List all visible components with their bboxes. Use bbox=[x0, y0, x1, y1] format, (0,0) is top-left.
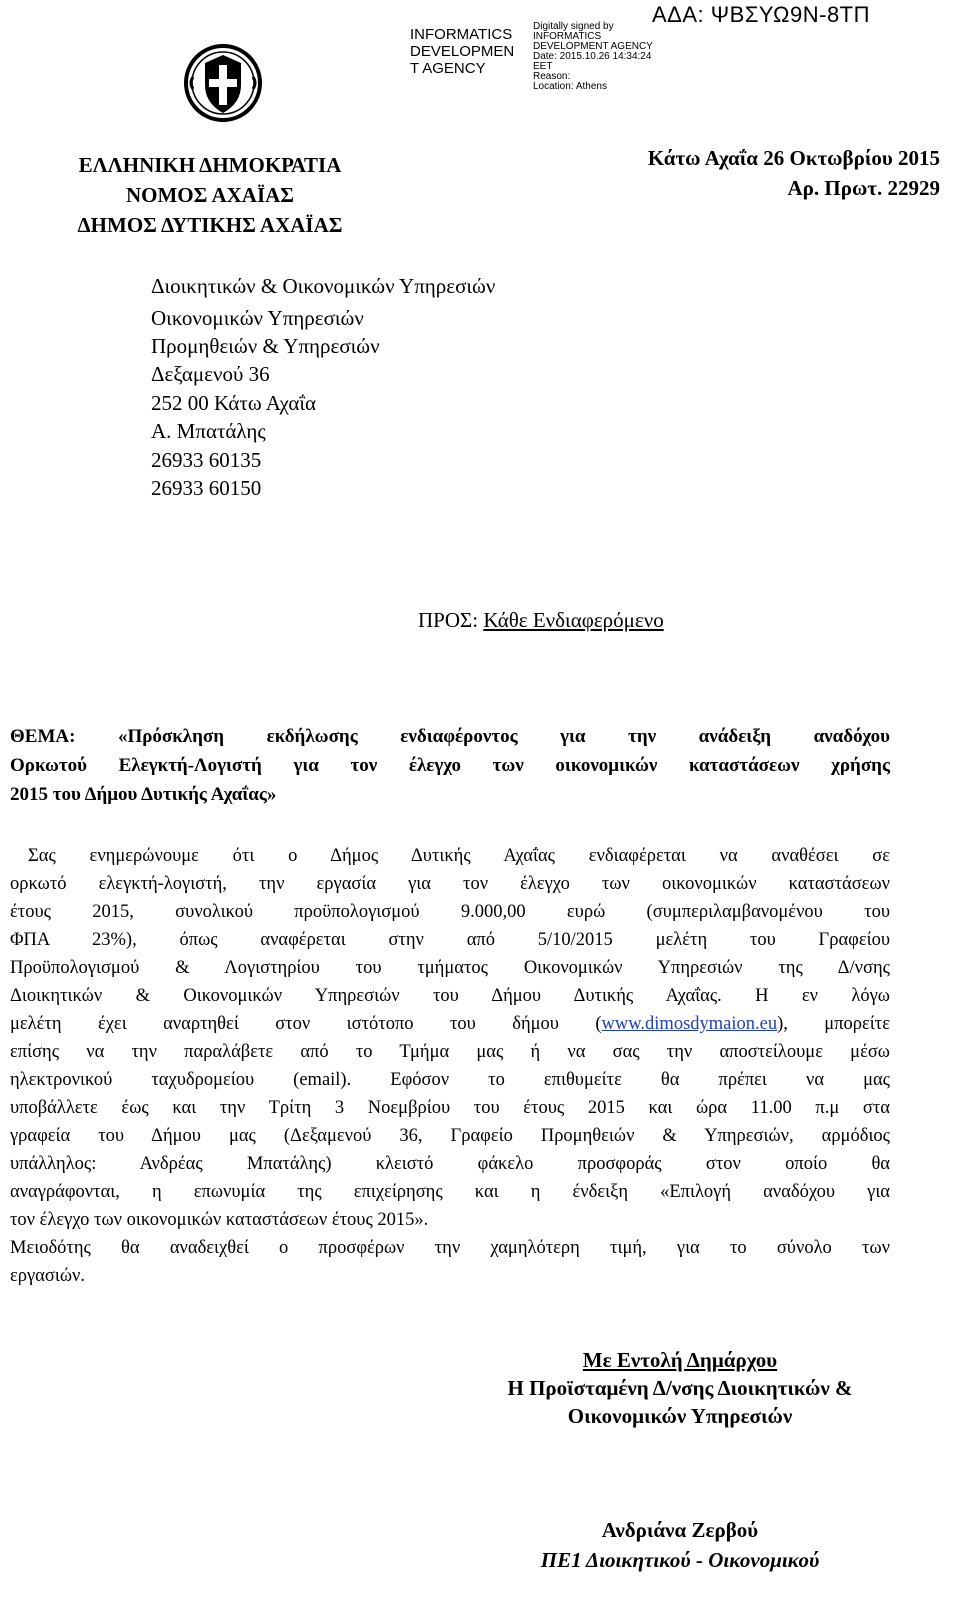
signatory-title: Η Προϊσταμένη Δ/νσης Διοικητικών & bbox=[507, 1376, 853, 1400]
body-text: μελέτη έχει αναρτηθεί στον ιστότοπο του δήμου ( bbox=[10, 1014, 602, 1034]
recipient-label: ΠΡΟΣ: bbox=[418, 608, 479, 632]
digital-signature-details bbox=[533, 22, 653, 92]
subject bbox=[10, 722, 890, 809]
signatory-title: Οικονομικών Υπηρεσιών bbox=[567, 1404, 793, 1428]
signature-block bbox=[420, 1346, 940, 1430]
sig-detail-line: INFORMATICS bbox=[533, 31, 602, 42]
body-line: υπάλληλος: Ανδρέας Μπατάλης) κλειστό φάκελο προσφοράς στον οποίο θα bbox=[10, 1154, 890, 1174]
body-line: έτους 2015, συνολικού προϋπολογισμού 9.000,00 ευρώ (συμπεριλαμβανομένου του bbox=[10, 902, 890, 922]
body-line: επίσης να την παραλάβετε από το Τμήμα μας ή να σας την αποστείλουμε μέσω bbox=[10, 1042, 890, 1062]
recipient bbox=[418, 605, 664, 635]
sig-detail-line: EET bbox=[533, 61, 553, 72]
info-value: 26933 60150 bbox=[151, 476, 262, 500]
body-line: Προϋπολογισμού & Λογιστηρίου του τμήματος Οικονομικών Υπηρεσιών της Δ/νσης bbox=[10, 958, 890, 978]
info-value: Α. Μπατάλης bbox=[151, 419, 266, 443]
subject-line: Ορκωτού Ελεγκτή-Λογιστή για τον έλεγχο των οικονομικών καταστάσεων χρήσης bbox=[10, 755, 890, 776]
info-value: Οικονομικών Υπηρεσιών bbox=[151, 306, 364, 330]
website-link[interactable]: www.dimosdymaion.eu bbox=[601, 1014, 778, 1034]
info-value: Διοικητικών & Οικονομικών Υπηρεσιών bbox=[151, 274, 496, 298]
issuer-header bbox=[40, 150, 380, 240]
hellenic-emblem-icon bbox=[183, 43, 263, 123]
sig-org-line: INFORMATICS bbox=[410, 26, 513, 43]
protocol-number: Αρ. Πρωτ. 22929 bbox=[787, 176, 940, 200]
body-line: Σας ενημερώνουμε ότι ο Δήμος Δυτικής Αχαΐας ενδιαφέρεται να αναθέσει σε bbox=[28, 846, 890, 866]
recipient-value: Κάθε Ενδιαφερόμενο bbox=[483, 608, 664, 632]
info-value: Προμηθειών & Υπηρεσιών bbox=[151, 334, 380, 358]
sig-org-line: DEVELOPMEN bbox=[410, 43, 515, 60]
date-protocol-block bbox=[648, 143, 940, 203]
issuer-line: ΝΟΜΟΣ ΑΧΑΪΑΣ bbox=[125, 183, 295, 207]
info-value: 252 00 Κάτω Αχαΐα bbox=[151, 391, 316, 415]
info-value: 26933 60135 bbox=[151, 448, 262, 472]
signer-position: ΠΕ1 Διοικητικού - Οικονομικού bbox=[540, 1548, 820, 1572]
body-line: ορκωτό ελεγκτή-λογιστή, την εργασία για τον έλεγχο των οικονομικών καταστάσεων bbox=[10, 874, 890, 894]
body-line: γραφεία του Δήμου μας (Δεξαμενού 36, Γραφείο Προμηθειών & Υπηρεσιών, αρμόδιος bbox=[10, 1126, 890, 1146]
sig-detail-line: Digitally signed by bbox=[533, 21, 614, 32]
body-line: Διοικητικών & Οικονομικών Υπηρεσιών του Δήμου Δυτικής Αχαΐας. Η εν λόγω bbox=[10, 986, 890, 1006]
place-date: Κάτω Αχαΐα 26 Οκτωβρίου 2015 bbox=[647, 146, 940, 170]
signer bbox=[450, 1515, 910, 1575]
issuer-line: ΔΗΜΟΣ ΔΥΤΙΚΗΣ ΑΧΑΪΑΣ bbox=[77, 213, 343, 237]
body-line: τον έλεγχο των οικονομικών καταστάσεων έτους 2015». bbox=[10, 1210, 429, 1230]
subject-line: ΘΕΜΑ: «Πρόσκληση εκδήλωσης ενδιαφέροντος για την ανάδειξη αναδόχου bbox=[10, 726, 890, 747]
closing-line: Μειοδότης θα αναδειχθεί ο προσφέρων την χαμηλότερη τιμή, για το σύνολο των bbox=[10, 1238, 890, 1258]
body-line: ηλεκτρονικού ταχυδρομείου (email). Εφόσον το επιθυμείτε θα πρέπει να μας bbox=[10, 1070, 890, 1090]
subject-line: 2015 του Δήμου Δυτικής Αχαΐας» bbox=[10, 784, 277, 805]
by-order: Με Εντολή Δημάρχου bbox=[582, 1348, 778, 1372]
letter-body bbox=[10, 842, 890, 1290]
body-text: ), μπορείτε bbox=[777, 1014, 890, 1034]
signer-name: Ανδριάνα Ζερβού bbox=[601, 1518, 759, 1542]
sig-detail-line: Location: Athens bbox=[533, 81, 607, 92]
sig-detail-line: Reason: bbox=[533, 71, 571, 82]
issuer-line: ΕΛΛΗΝΙΚΗ ΔΗΜΟΚΡΑΤΙΑ bbox=[78, 153, 342, 177]
digital-signature-org bbox=[410, 26, 514, 77]
sig-detail-line: Date: 2015.10.26 14:34:24 bbox=[533, 51, 652, 62]
body-line: υποβάλλετε έως και την Τρίτη 3 Νοεμβρίου του έτους 2015 και ώρα 11.00 π.μ στα bbox=[10, 1098, 890, 1118]
body-line-with-link bbox=[10, 1010, 890, 1038]
sig-detail-line: DEVELOPMENT AGENCY bbox=[533, 41, 653, 52]
info-value: Δεξαμενού 36 bbox=[151, 362, 270, 386]
closing-line: εργασιών. bbox=[10, 1266, 85, 1286]
body-line: αναγράφονται, η επωνυμία της επιχείρησης και η ένδειξη «Επιλογή αναδόχου για bbox=[10, 1182, 890, 1202]
sig-org-line: T AGENCY bbox=[410, 60, 486, 77]
body-line: ΦΠΑ 23%), όπως αναφέρεται στην από 5/10/2015 μελέτη του Γραφείου bbox=[10, 930, 890, 950]
ada-code: ΑΔΑ: ΨΒΣΥΩ9Ν-8ΤΠ bbox=[652, 2, 870, 27]
